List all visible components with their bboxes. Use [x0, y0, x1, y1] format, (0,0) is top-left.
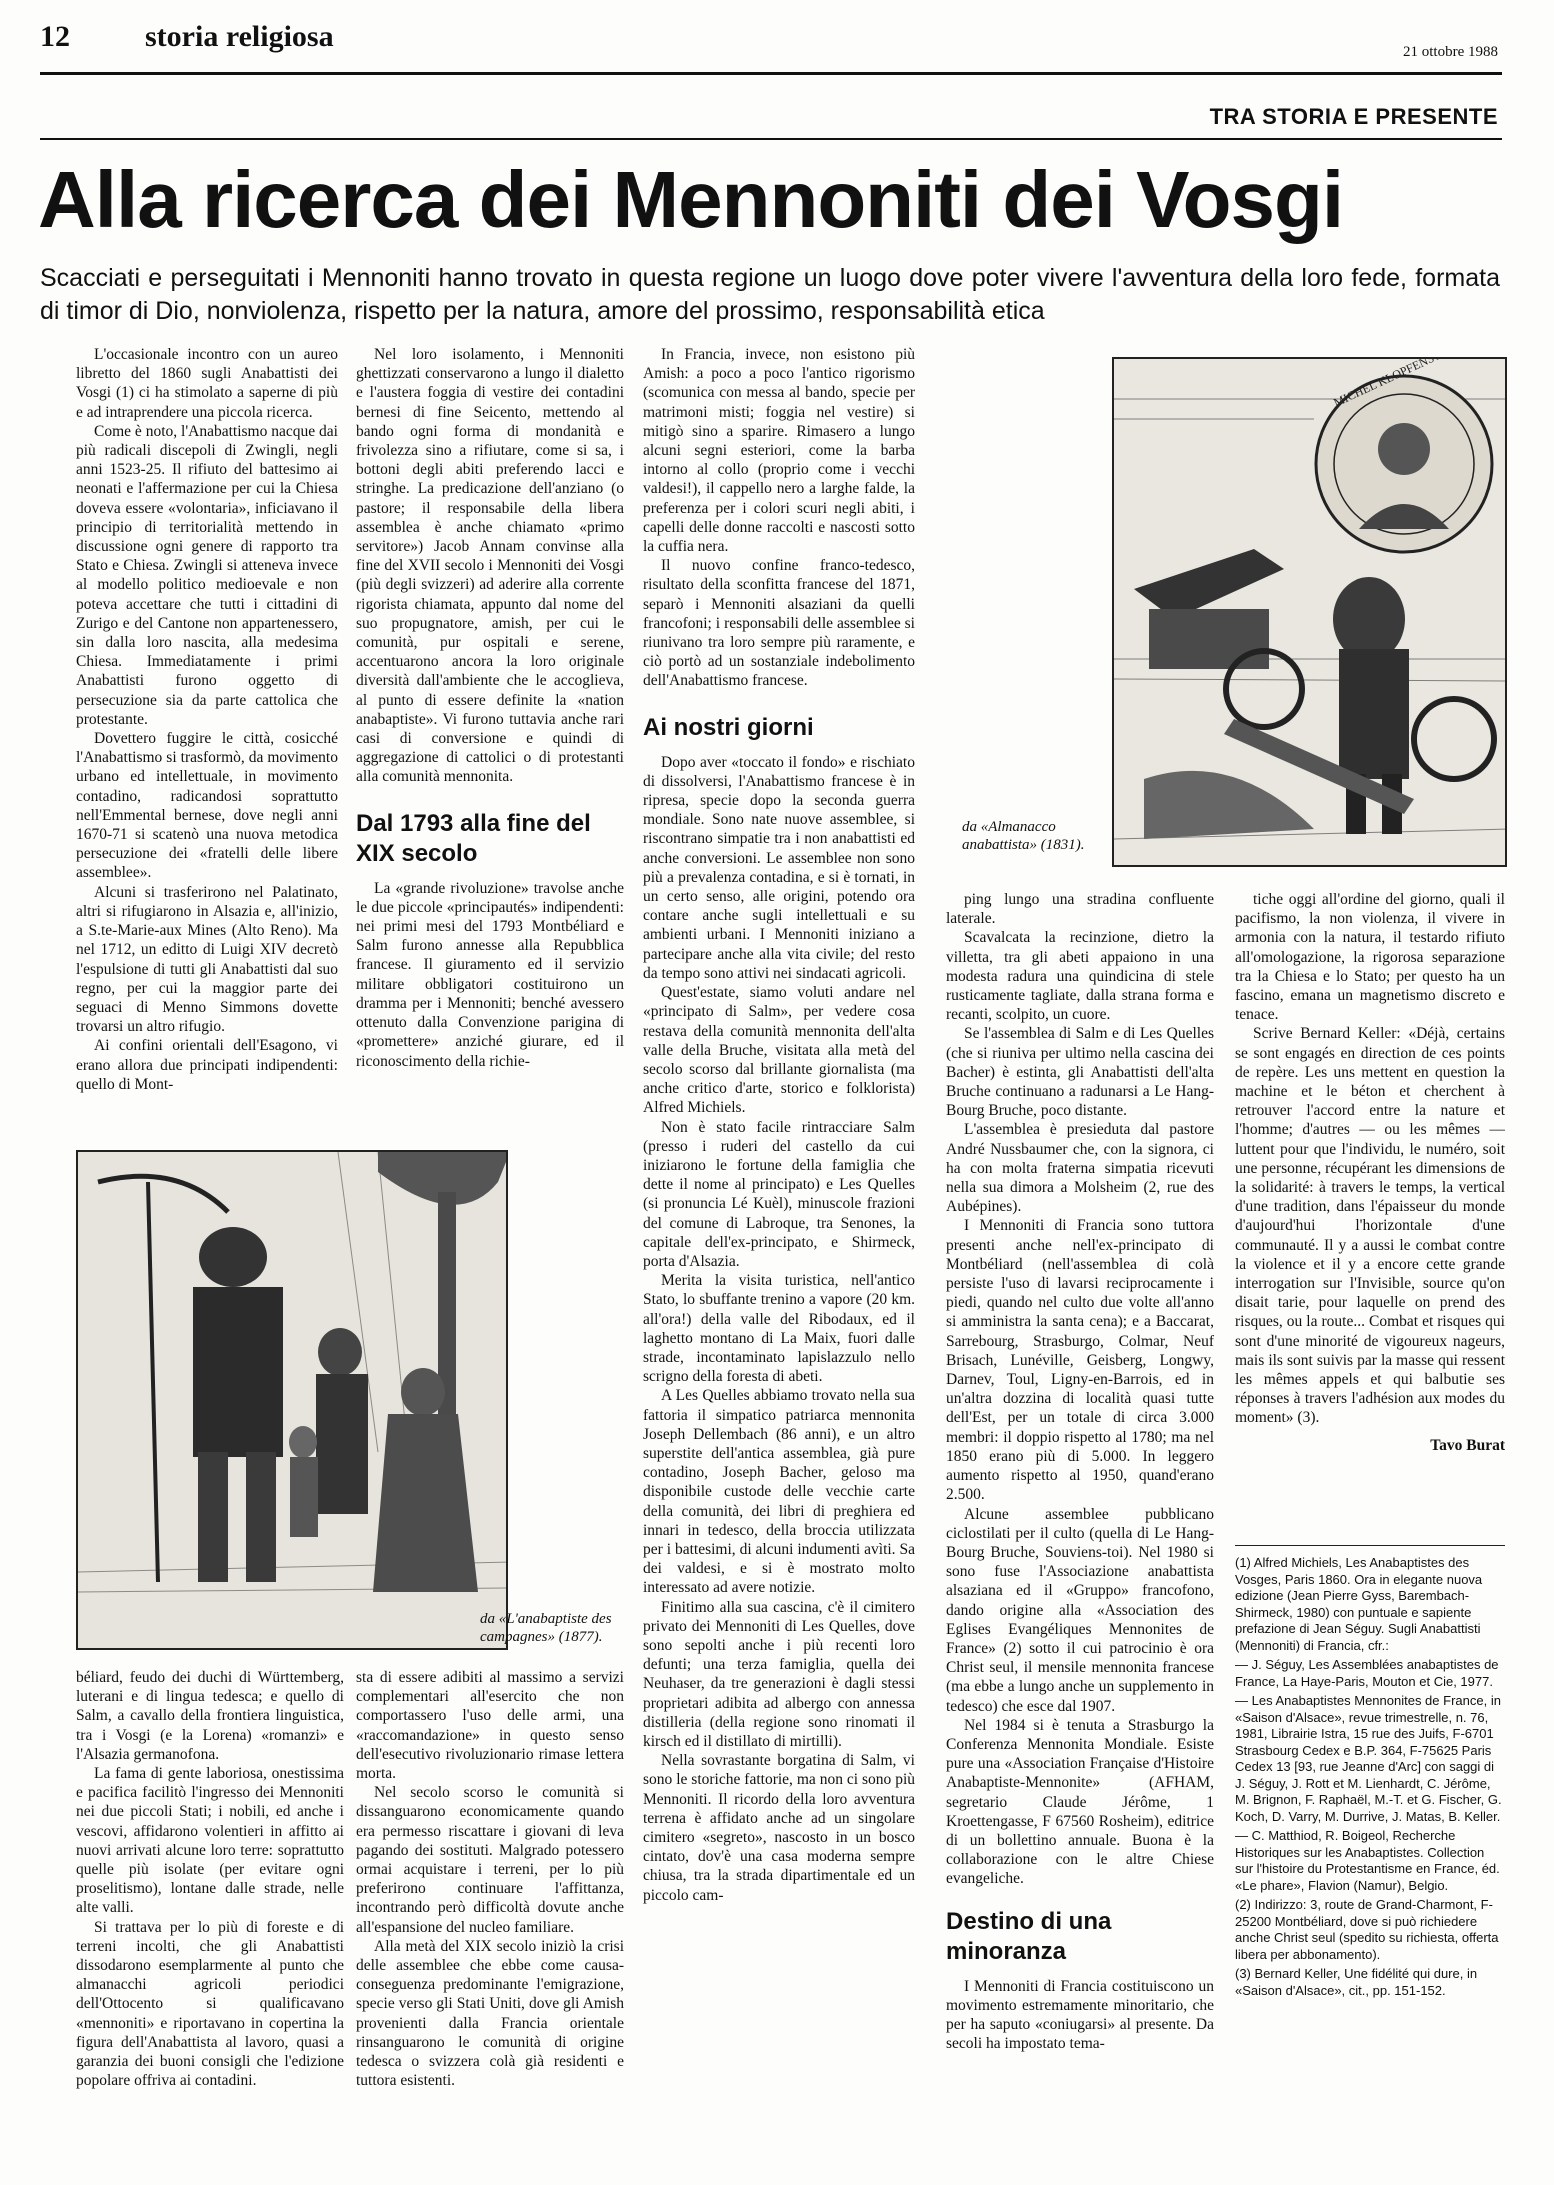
author-signature: Tavo Burat [1430, 1436, 1505, 1454]
paragraph: Alla metà del XIX secolo iniziò la crisi delle assemblee che ebbe come causa-conseguenza predominante l'emigrazione, specie verso gli Stati Uniti, dove gli Amish provenienti dalla Francia orientale rinsanguarono le comunità di origine tedesca o svizzera colà già residenti e tuttora esistenti. [356, 1937, 624, 2090]
paragraph: La fama di gente laboriosa, onestissima e pacifica facilitò l'ingresso dei Mennoniti nei due piccoli Stati; i nobili, ed anche i vescovi, affidarono volentieri in affitto ai nuovi arrivati alcune loro terre: soprattutto quelle più isolate (per evitare ogni proselitismo), lontane dalle strade, nelle alte valli. [76, 1765, 344, 1917]
subheading-destino: Destino di una minoranza [946, 1907, 1112, 1965]
paragraph: Scavalcata la recinzione, dietro la villetta, tra gli abeti appaiono in una modesta radura una quindicina di stele rusticamente tagliate, dalla strana forma e recanti, scolpito, un cuore. [946, 929, 1214, 1024]
issue-date: 21 ottobre 1988 [1403, 44, 1498, 60]
almanac-caption: da «Almanacco anabattista» (1831). [962, 819, 1085, 853]
footnote: (1) Alfred Michiels, Les Anabaptistes des Vosges, Paris 1860. Ora in elegante nuova edizione (Jean Pierre Gyss, Barembach-Shirmeck, 1980) con puntuale e sapiente prefazione di Jean Séguy. Sugli Anabattisti (Mennoniti) di Francia, cfr.: [1235, 1555, 1483, 1653]
footnotes [1235, 1555, 1505, 2115]
paragraph: Il nuovo confine franco-tedesco, risultato della sconfitta francese del 1871, separò i Mennoniti alsaziani da quelli francofoni; i responsabili delle assemblee si riunivano tra loro sempre più raramente, e ciò portò ad un sostanziale indebolimento dell'Anabattismo francese. [643, 557, 915, 690]
paragraph: Alcune assemblee pubblicano ciclostilati per il culto (quella di Le Hang-Bourg Bruche, Souviens-toi). Nel 1980 si sono fuse l'Associazione anabattista alsaziana ed il «Gruppo» francofono, dando origine alla «Association des Eglises Evangéliques Mennonites de France» (2) sotto il cui patrocinio è ora Christ seul, il mensile mennonita francese (ma ebbe a lungo anche un supplemento in tedesco) che esce dal 1907. [946, 1505, 1214, 1715]
paragraph: Se l'assemblea di Salm e di Les Quelles (che si riuniva per ultimo nella cascina dei Bacher) è estinta, gli Anabattisti dell'alta Bruche continuano a radunarsi a Le Hang-Bourg Bruche, poco distante. [946, 1025, 1214, 1120]
paragraph: Finitimo alla sua cascina, c'è il cimitero privato dei Mennoniti di Les Quelles, dove sono sepolti anche i più recenti loro defunti; una terza famiglia, quella dei Neuhaser, da tre generazioni è dagli stessi proprietari adibita ad albergo con annessa distilleria (della regione sono rinomati il kirsch ed il distillato di mirtilli). [643, 1598, 915, 1751]
footnote: (3) Bernard Keller, Une fidélité qui dure, in «Saison d'Alsace», cit., pp. 151-152. [1235, 1966, 1478, 1998]
paragraph: Come è noto, l'Anabattismo nacque dai più radicali discepoli di Zwingli, negli anni 1523-25. Il rifiuto del battesimo ai neonati e l'affermazione per cui la Chiesa doveva essere «volontaria», inficiavano il principio di territorialità mettendo in discussione ogni genere di rapporto tra Stato e Chiesa. Zwingli si atteneva invece al modello politico medioevale e non poteva accettare che tutti i cittadini di Zurigo e del Cantone non appartenessero, sin dalla loro nascita, alla medesima Chiesa. Immediatamente i primi Anabattisti furono oggetto di persecuzione sia da parte cattolica che protestante. [76, 422, 338, 728]
paragraph: Quest'estate, siamo voluti andare nel «principato di Salm», per vedere cosa restava della comunità mennonita dell'alta valle della Bruche, visitata alla metà del secolo scorso dal brillante giornalista (ma anche critico d'arte, storico e folklorista) Alfred Michiels. [643, 984, 915, 1117]
paragraph: A Les Quelles abbiamo trovato nella sua fattoria il simpatico patriarca mennonita Joseph Dellembach (86 anni), e un altro superstite dell'antica assemblea, già pure contadino, Joseph Bacher, geloso ma disponibile custode delle vecchie carte della comunità, dei libri di preghiera ed innari in tedesco, della broccia utilizzata per i battesimi, di alcuni indumenti avìti. Sa dei valdesi, e si è mostrato molto interessato ad avere notizie. [643, 1387, 915, 1597]
paragraph: béliard, feudo dei duchi di Württemberg, luterani e di lingua tedesca; e quello di Salm, a cavallo della frontiera linguistica, tra i Vosgi (e la Lorena) «romanzi» e l'Alsazia germanofona. [76, 1669, 344, 1763]
engraving-campagnes-illustration [78, 1152, 508, 1650]
paragraph: Scrive Bernard Keller: «Déjà, certains se sont engagés en direction de ces points de repère. Les uns mettent en question la machine et le béton et cherchent à retrouver l'accord entre la nature et l'homme; d'autres — ou les mêmes — luttent pour que l'individu, le numéro, soit une personne, récupérant les dimensions de la solidarité: à travers le temps, la vertical d'une tradition, dans l'épaisseur du monde d'aujourd'hui l'horizontale d'une communauté. Il y a aussi le combat contre la violence et il y a encore cette grande interrogation sur l'Invisible, source qu'on disait tarie, pour laquelle on prend des risques, ou la route... Combat et risques qui sont d'une minorité de vigoureux nageurs, mais ils sont suivis par la masse qui ressent les mêmes appels et qui balbutie ses réponses à travers l'adhésion aux modes du moment» (3). [1235, 1025, 1505, 1427]
campagnes-caption: da «L'anabaptiste des campagnes» (1877). [480, 1611, 612, 1645]
column-4 [946, 890, 1214, 2150]
paragraph: In Francia, invece, non esistono più Amish: a poco a poco l'antico rigorismo (scomunica con messa al bando, specie per matrimoni misti; foggia nel vestire) si mitigò sino a sparire. Rimasero a lungo alcuni segni esteriori, come la barba intorno al collo (proprio come i vecchi valdesi!), il cappello nero a larghe falde, la preferenza per i colori scuri negli abiti, i capelli delle donne raccolti e nascosti sotto la cuffia nera. [643, 346, 915, 556]
column-1-top [76, 345, 338, 1155]
paragraph: Nel 1984 si è tenuta a Strasburgo la Conferenza Mennonita Mondiale. Esiste pure una «Association Française d'Histoire Anabaptiste-Mennonite» (AFHAM, segretario Claude Jérôme, 1 Kroettengasse, F 67560 Rosheim), editrice di un bollettino annuale. Buona è la collaborazione con le altre Chiese evangeliche. [946, 1716, 1214, 1888]
paragraph: Nella sovrastante borgatina di Salm, vi sono le storiche fattorie, ma non ci sono più Mennoniti. Il ricordo della loro avventura terrena è affidato anche ad un singolare cimitero «segreto», nascosto in un bosco cintato, dov'è una casa moderna sempre chiusa, tra la strada dipartimentale ed un piccolo cam- [643, 1752, 915, 1904]
page-number: 12 [40, 20, 70, 53]
column-2-bottom [356, 1668, 624, 2148]
article-subtitle: Scacciati e perseguitati i Mennoniti hanno trovato in questa regione un luogo dove poter vivere l'avventura della loro fede, formata di timor di Dio, nonviolenza, rispetto per la natura, amore del prossimo, responsabilità etica [40, 264, 1500, 325]
footnote: (2) Indirizzo: 3, route de Grand-Charmont, F-25200 Montbéliard, dove si può richiedere anche Christ seul (spedito su richiesta, offerta libera per abbonamento). [1235, 1897, 1499, 1962]
paragraph: Alcuni si trasferirono nel Palatinato, altri si rifugiarono in Alsazia e, all'inizio, a S.te-Marie-aux Mines (Alto Reno). Ma nel 1712, un editto di Luigi XIV decretò l'espulsione di tutti gli Anabattisti dal suo regno, per cui la maggior parte dei seguaci di Menno Simmons dovette trovarsi un altro rifugio. [76, 883, 338, 1036]
subheading-1793: Dal 1793 alla fine del XIX secolo [356, 809, 591, 867]
subheading-giorni: Ai nostri giorni [643, 713, 814, 741]
paragraph: La «grande rivoluzione» travolse anche le due piccole «principautés» indipendenti: nei primi mesi del 1793 Montbéliard e Salm furono annesse alla Repubblica francese. Il giuramento ed il servizio militare obbligatori costituirono un dramma per i Mennoniti; benché avessero ottenuto dalla Convenzione parigina di «prometterе» anziché giurare, ed il riconoscimento della richie- [356, 879, 624, 1070]
paragraph: sta di essere adibiti al massimo a servizi complementari all'esercito che non comportassero l'uso delle armi, una «raccomandazione» in questo senso dell'esecutivo rivoluzionario rimase lettera morta. [356, 1669, 624, 1783]
paragraph: Nel loro isolamento, i Mennoniti ghettizzati conservarono a lungo il dialetto e l'austera foggia di vestire dei contadini bernesi di fine Seicento, mettendo al bando ogni forma di mondanità e frivolezza sino a rifiutare, come si sa, i bottoni degli abiti preferendo lacci e stringhe. La predicazione dell'anziano (o pastore; il responsabile della libera assemblea è anche chiamato «primo servitore») Jacob Annam convinse alla fine del XVII secolo i Mennoniti dei Vosgi (più degli svizzeri) ad aderire alla corrente rigorista chiamata, appunto dal nome del suo propugnatore, amish, per cui le comunità, pur ospitali e serene, accentuarono ancora la loro originale diversità dall'ambiente che le accoglieva, al punto di essere definite la «nation anabaptiste». Vi furono tuttavia anche rari casi di conversione e quindi di aggregazione di cattolici o di protestanti alla comunità mennonita. [356, 346, 624, 786]
paragraph: Ai confini orientali dell'Esagono, vi erano allora due principati indipendenti: quello di Mont- [76, 1037, 338, 1093]
column-3 [643, 345, 915, 2145]
paragraph: I Mennoniti di Francia costituiscono un movimento estremamente minoritario, che per ha saputo «coniugarsi» al presente. Da secoli ha impostato tema- [946, 1977, 1214, 2053]
campagnes-engraving [76, 1150, 508, 1650]
rubric-rule [40, 138, 1502, 140]
column-2-top [356, 345, 624, 1160]
paragraph: Non è stato facile rintracciare Salm (presso i ruderi del castello da cui iniziarono le fortune della famiglia che dette il nome al principato) e Les Quelles (si pronuncia Lé Kuèl), minuscole frazioni del comune di Labroque, tra Senones, la capitale dell'ex-principato, e Shirmeck, porta d'Alsazia. [643, 1118, 915, 1270]
paragraph: Si trattava per lo più di foreste e di terreni incolti, che gli Anabattisti dissodarono esemplarmente al punto che almanacchi agricoli periodici dell'Ottocento si qualificavano «mennoniti» e riportavano in copertina la figura dell'Anabattista al lavoro, quasi a garanzia dei buoni consigli che l'edizione popolare offriva ai contadini. [76, 1918, 344, 2090]
footnote: — J. Séguy, Les Assemblées anabaptistes de France, La Haye-Paris, Mouton et Cie, 1977. [1235, 1657, 1499, 1689]
footnote: — Les Anabaptistes Mennonites de France, in «Saison d'Alsace», revue trimestrelle, n. 76, 1981, Librairie Istra, 15 rue des Juifs, F-6701 Strasbourg Cedex e B.P. 364, F-75625 Paris Cedex 13 [93, rue Jeanne d'Arc] con saggi di J. Séguy, J. Rott et M. Lienhardt, C. Jérôme, M. Brignon, F. Raphaël, M.-T. et G. Fischer, G. Koch, D. Varry, M. Durrive, J. Matas, B. Keller. [1235, 1693, 1502, 1824]
engraving-almanac-illustration [1114, 359, 1507, 867]
paragraph: L'assemblea è presieduta dal pastore André Nussbaumer che, con la signora, ci ha con molta fraterna simpatia ricevuti nella sua dimora a Molsheim (2, rue des Aubépines). [946, 1121, 1214, 1216]
footnote: — C. Matthiod, R. Boigeol, Recherche Historiques sur les Anabaptistes. Collection sur l'histoire du Protestantisme en France, éd. «Le phare», Flavion (Namur), Belgio. [1235, 1828, 1500, 1893]
paragraph: Dopo aver «toccato il fondo» e rischiato di dissolversi, l'Anabattismo francese è in ripresa, specie dopo la seconda guerra mondiale. Sono nate nuove assemblee, si riscontrano simpatie tra i non anabattisti ed anche conversioni. Le assemblee non sono più a prevalenza contadina, e si è tornati, in un certo senso, alle origini, potendo ora contare anche sugli intellettuali e su ambienti urbani. I Mennoniti iniziano a partecipare anche alla vita civile; del resto da tempo sono attivi nei sindacati agricoli. [643, 753, 915, 982]
header-rule [40, 72, 1502, 75]
article-title: Alla ricerca dei Mennoniti dei Vosgi [38, 155, 1344, 244]
paragraph: ping lungo una stradina confluente laterale. [946, 891, 1214, 928]
paragraph: tiche oggi all'ordine del giorno, quali il pacifismo, la non violenza, il vivere in armonia con la natura, il testardo rifiuto all'omologazione, la rigorosa separazione tra la Chiesa e lo Stato; per questo ha un fascino, emana un magnetismo discreto e tenace. [1235, 891, 1505, 1024]
paragraph: Dovettero fuggire le città, cosicché l'Anabattismo si trasformò, da movimento urbano ed intellettuale, in movimento contadino, radicandosi soprattutto nell'Emmental bernese, dove negli anni 1670-71 si scatenò una nuova metodica persecuzione dei «fratelli delle libere assemblee». [76, 730, 338, 882]
column-1-bottom [76, 1668, 344, 2148]
paragraph: L'occasionale incontro con un aureo libretto del 1860 sugli Anabattisti dei Vosgi (1) ci ha stimolato a saperne di più e ad intraprendere una piccola ricerca. [76, 346, 338, 421]
paragraph: I Mennoniti di Francia sono tuttora presenti anche nell'ex-principato di Montbéliard (nell'assemblea di colà persiste l'uso di lavarsi reciprocamente i piedi, quando nel culto due volte all'anno si amministra la santa cena); e a Baccarat, Sarrebourg, Strasburgo, Colmar, Neuf Brisach, Lunéville, Geisberg, Longwy, Darnev, Toul, Ligny-en-Barrois, ed in un'altra dozzina di località quasi tutte dell'Est, per un totale di circa 3.000 membri: il doppio rispetto al 1780; ma nel 1850 erano più di 5.000. In leggero aumento rispetto al 1950, quand'erano 2.500. [946, 1217, 1214, 1504]
paragraph: Merita la visita turistica, nell'antico Stato, lo sbuffante trenino a vapore (20 km. all'ora!) della valle del Ribodaux, ed il laghetto montano di La Maix, fuori dalle strade, incontaminato lapislazzulo nello scrigno della foresta di abeti. [643, 1272, 915, 1386]
column-5 [1235, 890, 1505, 1510]
rubric: TRA STORIA E PRESENTE [1209, 104, 1498, 129]
almanac-engraving [1112, 357, 1507, 867]
notes-rule [1235, 1545, 1505, 1546]
section-title: storia religiosa [145, 20, 334, 53]
paragraph: Nel secolo scorso le comunità si dissanguarono economicamente quando era permesso riscattare i giovani di leva pagando dei sostituti. Malgrado potessero ormai acquistare i terreni, per lo più preferirono continuare l'affittanza, incontrando però difficoltà dovute anche all'espansione del nucleo familiare. [356, 1784, 624, 1936]
